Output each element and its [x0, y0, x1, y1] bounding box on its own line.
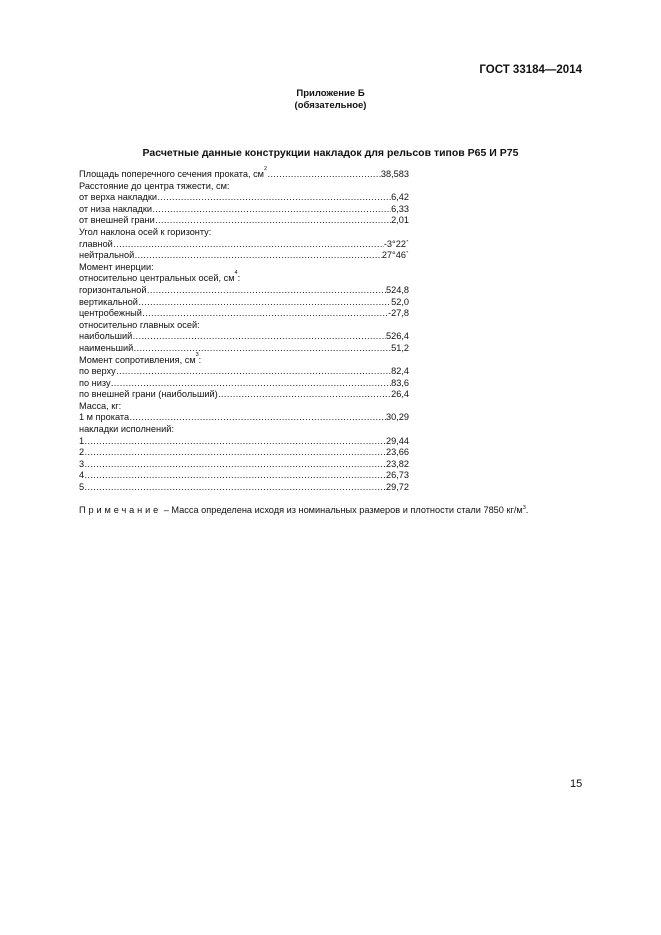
data-row	[79, 192, 409, 204]
dot-leader	[84, 459, 386, 471]
data-row	[79, 181, 409, 193]
data-row-value: 526,4	[386, 331, 409, 342]
data-row	[79, 285, 409, 297]
data-row	[79, 424, 409, 436]
data-row-label: главной	[79, 238, 113, 249]
data-row	[79, 436, 409, 448]
data-row-sup: 4	[234, 270, 238, 277]
data-row	[79, 389, 409, 401]
data-row	[79, 459, 409, 471]
data-row-label: наименьший	[79, 342, 134, 353]
data-row-value: 6,33	[391, 203, 409, 214]
dot-leader	[146, 285, 386, 297]
data-row-value: 38,583	[380, 169, 409, 179]
data-row	[79, 482, 409, 494]
data-row-label: горизонтальной	[79, 284, 147, 295]
data-row	[79, 250, 409, 262]
dot-leader	[129, 412, 386, 424]
data-row-value: 23,66	[386, 447, 409, 458]
dot-leader	[116, 366, 391, 378]
data-row-label: по верху	[79, 366, 116, 377]
dot-leader	[267, 169, 381, 181]
dot-leader	[113, 239, 384, 251]
note	[79, 505, 528, 515]
data-row-value: 27°46`	[381, 250, 409, 261]
dot-leader	[84, 470, 386, 482]
design-data-list	[79, 166, 409, 494]
data-row-value: 26,73	[386, 470, 409, 481]
data-row-label: Расстояние до центра тяжести, см:	[79, 180, 230, 191]
data-row	[79, 262, 409, 274]
data-row-sup: 2	[264, 166, 268, 172]
data-row	[79, 351, 409, 367]
data-row-label: 4	[79, 470, 85, 481]
data-row-label: Момент инерции:	[79, 261, 154, 272]
dot-leader	[157, 192, 391, 204]
data-row-sup: 3	[195, 351, 199, 358]
section-title: Расчетные данные конструкции накладок для рельсов типов Р65 И Р75	[142, 147, 519, 159]
dot-leader	[155, 215, 391, 227]
data-row	[79, 270, 409, 285]
data-row	[79, 239, 409, 251]
note-sup: 3	[522, 505, 526, 511]
data-row	[79, 227, 409, 239]
data-row-label: 5	[79, 482, 85, 493]
appendix-name: Приложение Б	[296, 88, 365, 99]
data-row-value: 26,4	[391, 389, 409, 400]
data-row-label: Угол наклона осей к горизонту:	[79, 226, 212, 237]
data-row	[79, 343, 409, 355]
dot-leader	[218, 389, 391, 401]
data-row-label: центробежный	[79, 308, 142, 319]
data-row-label: вертикальной	[79, 296, 138, 307]
data-row	[79, 308, 409, 320]
data-row-label: по низу	[79, 377, 111, 388]
appendix-status: (обязательное)	[294, 100, 367, 111]
data-row-tail: :	[237, 273, 241, 284]
data-row-label: от низа накладки	[79, 203, 153, 214]
data-row	[79, 215, 409, 227]
dot-leader	[142, 308, 388, 320]
data-row-label: 1 м проката	[79, 412, 130, 423]
data-row	[79, 378, 409, 390]
data-row-label: Масса, кг:	[79, 400, 122, 411]
data-row	[79, 204, 409, 216]
data-row	[79, 412, 409, 424]
data-row-value: 83,6	[391, 377, 409, 388]
data-row-label: относительно главных осей:	[79, 319, 200, 330]
note-end: .	[525, 505, 529, 515]
dot-leader	[84, 482, 386, 494]
data-row-value: 29,72	[386, 482, 409, 493]
data-row-value: 30,29	[386, 412, 409, 423]
data-row	[79, 320, 409, 332]
data-row-value: 6,42	[391, 192, 409, 203]
dot-leader	[84, 447, 386, 459]
data-row	[79, 331, 409, 343]
data-row-label: Площадь поперечного сечения проката, см	[79, 169, 264, 179]
dot-leader	[84, 436, 386, 448]
appendix-heading	[0, 88, 661, 112]
data-row	[79, 297, 409, 309]
page-number: 15	[570, 778, 583, 790]
note-label: Примечание	[79, 505, 162, 515]
dot-leader	[134, 250, 382, 262]
dot-leader	[138, 297, 391, 309]
data-row-label: относительно центральных осей, см	[79, 273, 235, 284]
data-row-label: накладки исполнений:	[79, 424, 174, 435]
dot-leader	[132, 331, 386, 343]
data-row-value: 23,82	[386, 458, 409, 469]
note-text: – Масса определена исходя из номинальных размеров и плотности стали 7850 кг/м	[161, 505, 523, 515]
data-row	[79, 470, 409, 482]
data-row-label: по внешней грани (наибольший)	[79, 389, 218, 400]
data-row-label: нейтральной	[79, 250, 135, 261]
data-row-label: от внешней грани	[79, 215, 155, 226]
data-row-label: от верха накладки	[79, 192, 158, 203]
data-row-tail: :	[198, 354, 202, 365]
data-row-value: 524,8	[386, 284, 409, 295]
data-row-label: 1	[79, 435, 85, 446]
data-row-value: -3°22`	[383, 238, 409, 249]
dot-leader	[111, 378, 392, 390]
data-row	[79, 166, 409, 181]
data-row-value: -27,8	[388, 308, 409, 319]
dot-leader	[152, 204, 391, 216]
data-row	[79, 366, 409, 378]
standard-number: ГОСТ 33184—2014	[479, 64, 582, 76]
dot-leader	[133, 343, 391, 355]
data-row	[79, 401, 409, 413]
data-row-value: 29,44	[386, 435, 409, 446]
data-row-value: 82,4	[391, 366, 409, 377]
data-row-value: 2,01	[391, 215, 409, 226]
data-row	[79, 447, 409, 459]
data-row-label: Момент сопротивления, см	[79, 354, 196, 365]
data-row-value: 52,0	[391, 296, 409, 307]
data-row-value: 51,2	[391, 342, 409, 353]
data-row-label: 2	[79, 447, 85, 458]
data-row-label: 3	[79, 458, 85, 469]
data-row-label: наибольший	[79, 331, 133, 342]
